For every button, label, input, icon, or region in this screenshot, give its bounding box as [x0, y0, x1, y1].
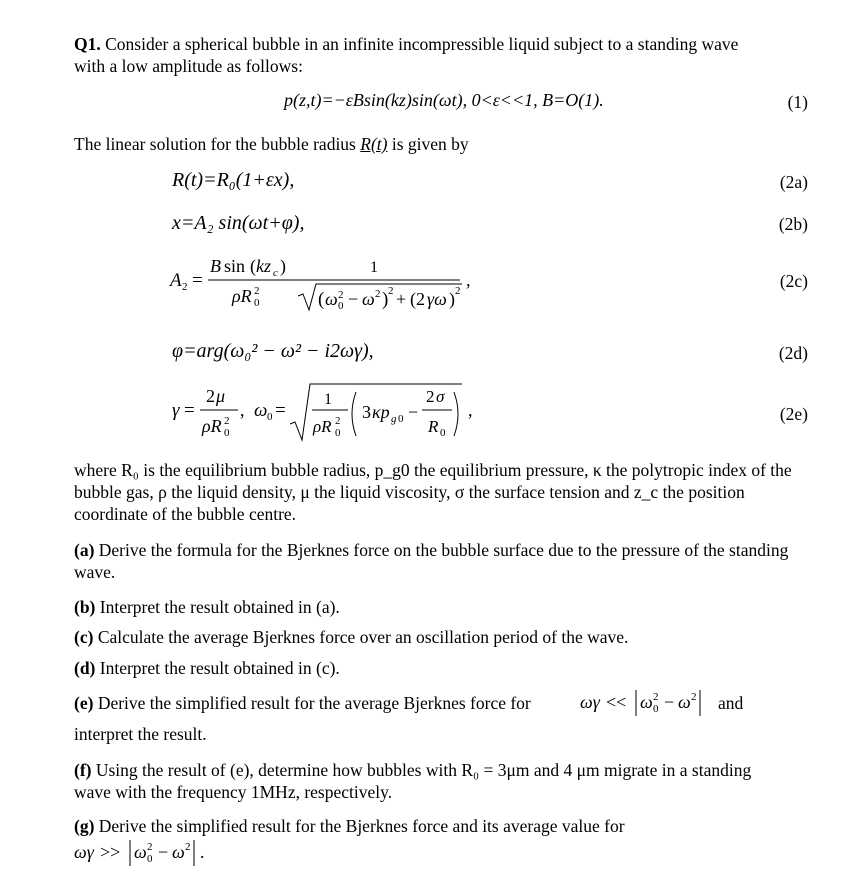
svg-text:−: −: [348, 289, 359, 309]
part-g-label: (g): [74, 816, 95, 836]
svg-text:(: (: [318, 289, 325, 310]
svg-text:0: 0: [224, 427, 230, 439]
svg-text:2: 2: [254, 285, 260, 297]
svg-text:,: ,: [240, 400, 245, 420]
svg-text:(: (: [250, 256, 256, 276]
svg-text:ωγ: ωγ: [74, 842, 94, 862]
svg-text:c: c: [273, 267, 278, 279]
svg-text:A: A: [170, 270, 182, 291]
part-b-label: (b): [74, 597, 96, 617]
equation-2b: [172, 212, 304, 235]
part-e-condition-math: [580, 684, 720, 720]
svg-text:γω: γω: [427, 289, 447, 309]
part-c-label: (c): [74, 627, 94, 647]
svg-text:2: 2: [653, 691, 659, 703]
svg-text:+: +: [396, 289, 407, 309]
part-f-text: Using the result of (e), determine how bubbles with R₀ = 3μm and 4 μm migrate in a standing wave with the frequency 1MHz, respectively.: [74, 760, 752, 802]
svg-text:ρR: ρR: [313, 417, 332, 436]
equation-2e-number: (2e): [779, 404, 808, 424]
svg-text:2: 2: [388, 285, 394, 297]
svg-text:=: =: [275, 400, 286, 421]
intro-text-1: Consider a spherical bubble in an infinite incompressible liquid subject to a standing wave: [100, 34, 739, 54]
svg-text:,: ,: [468, 400, 473, 420]
svg-text:ω: ω: [640, 692, 653, 712]
svg-text:.: .: [200, 842, 205, 862]
equation-2a-text: R(t)=R₀(1+εx),: [172, 169, 295, 191]
svg-text:<<: <<: [606, 692, 627, 712]
svg-text:ω: ω: [254, 400, 268, 421]
part-g-condition-math: [74, 836, 224, 870]
equation-2c-number: (2c): [779, 271, 808, 291]
svg-text:B: B: [210, 256, 221, 276]
part-b: [74, 596, 814, 618]
equation-2a: [172, 169, 294, 192]
svg-text:2: 2: [455, 285, 461, 297]
part-c: [74, 626, 814, 648]
svg-text:,: ,: [466, 270, 471, 290]
part-d: [74, 657, 814, 679]
part-g-line1: [74, 815, 625, 837]
part-e-label: (e): [74, 693, 94, 713]
svg-text:): ): [382, 289, 389, 310]
part-a: [74, 539, 814, 583]
equation-2d-number: (2d): [778, 343, 808, 363]
svg-text:ωγ: ωγ: [580, 692, 600, 712]
svg-text:2: 2: [375, 288, 381, 300]
question-intro-line1: [74, 33, 738, 55]
equation-1: [284, 90, 604, 111]
svg-text:0: 0: [147, 853, 153, 865]
svg-text:κp: κp: [372, 402, 390, 422]
question-intro-line2: with a low amplitude as follows:: [74, 56, 303, 76]
svg-text:(2: (2: [410, 289, 425, 309]
svg-text:ω: ω: [134, 842, 147, 862]
part-e-line2: interpret the result.: [74, 724, 207, 744]
svg-text:0: 0: [267, 411, 273, 423]
svg-text:2: 2: [182, 281, 188, 293]
svg-text:2: 2: [185, 841, 191, 853]
part-e-line1: [74, 692, 531, 714]
svg-text:1: 1: [324, 391, 332, 408]
svg-text:kz: kz: [256, 256, 271, 276]
svg-text:g: g: [391, 413, 397, 425]
svg-text:): ): [449, 289, 455, 309]
part-d-label: (d): [74, 658, 96, 678]
part-g-text: Derive the simplified result for the Bjerknes force and its average value for: [94, 816, 625, 836]
svg-text:0: 0: [440, 427, 446, 439]
part-f: [74, 759, 774, 803]
svg-text:=: =: [184, 400, 195, 421]
svg-text:2: 2: [691, 691, 697, 703]
equation-2d: [172, 340, 374, 363]
part-f-label: (f): [74, 760, 92, 780]
equation-2d-text: φ=arg(ω₀² − ω² − i2ωγ),: [172, 340, 374, 362]
linear-text-r: R(t): [360, 134, 388, 154]
svg-text:0: 0: [398, 413, 404, 425]
linear-text-c: is given by: [387, 134, 469, 154]
variable-definitions: where R₀ is the equilibrium bubble radius, p_g0 the equilibrium pressure, κ the polytropic index of the bubble gas, ρ the liquid density, μ the liquid viscosity, σ the surface tension and z_c the position coordinate of the bubble centre.: [74, 460, 792, 524]
svg-text:γ: γ: [172, 400, 180, 421]
svg-text:μ: μ: [216, 386, 226, 406]
part-b-text: Interpret the result obtained in (a).: [95, 597, 340, 617]
part-a-text: Derive the formula for the Bjerknes force on the bubble surface due to the pressure of the standing wave.: [74, 540, 789, 582]
svg-text:0: 0: [254, 297, 260, 309]
svg-text:2: 2: [338, 289, 344, 301]
svg-text:3: 3: [362, 402, 371, 422]
svg-text:0: 0: [335, 427, 341, 439]
svg-text:0: 0: [338, 300, 344, 312]
svg-text:ρR: ρR: [202, 416, 222, 436]
equation-2b-text: x=A₂ sin(ωt+φ),: [172, 212, 305, 234]
equation-2e: [172, 380, 492, 444]
svg-text:0: 0: [653, 703, 659, 715]
svg-text:2: 2: [224, 415, 230, 427]
svg-text:ω: ω: [678, 692, 691, 712]
svg-text:2: 2: [206, 386, 215, 406]
part-d-text: Interpret the result obtained in (c).: [95, 658, 340, 678]
svg-text:−: −: [664, 692, 675, 712]
svg-text:>>: >>: [100, 842, 121, 862]
svg-text:2: 2: [335, 415, 341, 427]
equation-2a-number: (2a): [779, 172, 808, 192]
svg-text:ω: ω: [325, 289, 338, 309]
question-label: Q1.: [74, 34, 101, 54]
svg-text:−: −: [158, 842, 169, 862]
svg-text:2: 2: [426, 387, 435, 406]
svg-text:ρR: ρR: [232, 286, 252, 306]
equation-2b-number: (2b): [778, 214, 808, 234]
svg-text:sin: sin: [224, 256, 246, 276]
equation-1-number: (1): [787, 92, 808, 112]
svg-text:=: =: [192, 270, 203, 291]
part-e-and: and: [718, 693, 744, 713]
svg-text:−: −: [408, 402, 419, 422]
svg-text:R: R: [428, 417, 439, 436]
equation-1-text: p(z,t)=−εBsin(kz)sin(ωt), 0<ε<<1, B=O(1).: [284, 90, 604, 110]
equation-2c: [170, 250, 500, 314]
svg-text:1: 1: [370, 259, 378, 276]
svg-text:σ: σ: [436, 387, 445, 406]
part-e-text: Derive the simplified result for the average Bjerknes force for: [93, 693, 531, 713]
part-a-label: (a): [74, 540, 95, 560]
part-c-text: Calculate the average Bjerknes force over an oscillation period of the wave.: [93, 627, 629, 647]
svg-text:ω: ω: [362, 289, 375, 309]
svg-text:ω: ω: [172, 842, 185, 862]
svg-text:2: 2: [147, 841, 153, 853]
linear-solution-sentence: [74, 133, 469, 155]
svg-text:): ): [280, 256, 286, 276]
linear-text-a: The linear solution for the bubble radius: [74, 134, 361, 154]
